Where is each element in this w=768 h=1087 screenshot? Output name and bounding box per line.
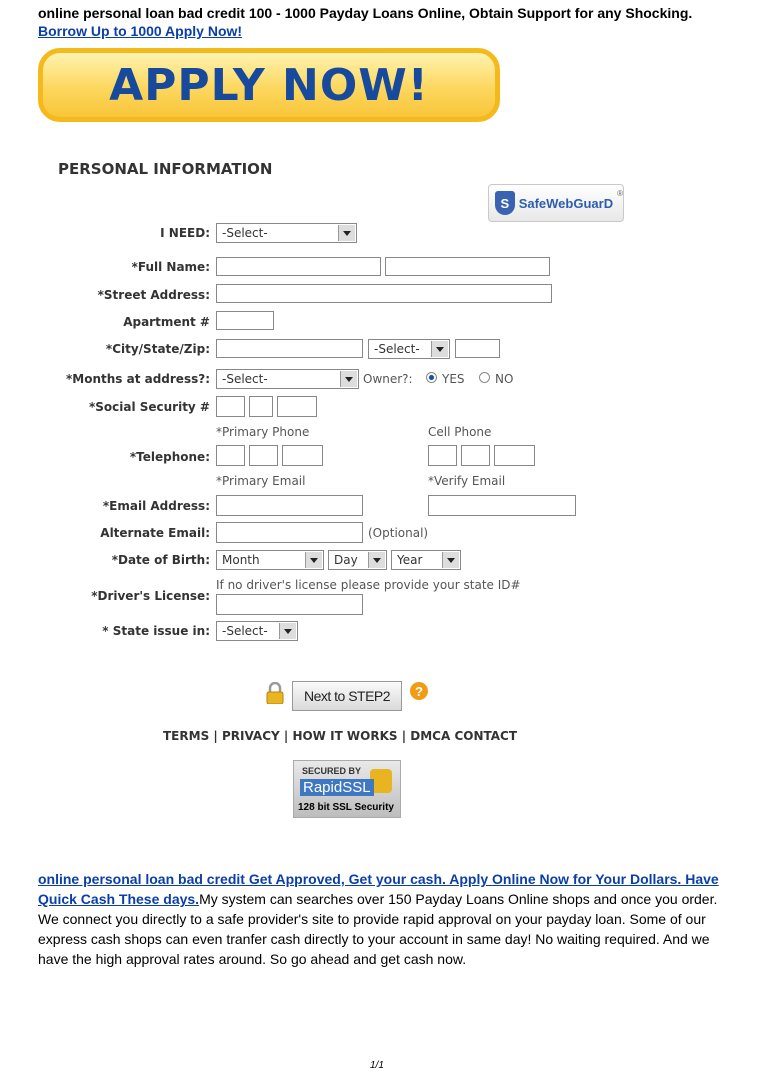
section-title: PERSONAL INFORMATION (58, 160, 273, 178)
chevron-down-icon (340, 371, 357, 387)
chevron-down-icon (279, 623, 296, 639)
body-text: My system can searches over 150 Payday Loans Online shops and once you order. We connect you directly to a safe provider's site to provide rapid approval on your payday loan. Some of our express cash shops can even tranfer cash directly to your account in same day! No waiting required. And we have the high approval rates around. So go ahead and get cash now. (38, 891, 718, 967)
license-input[interactable] (216, 594, 363, 615)
primary-phone-hint: *Primary Phone (216, 425, 310, 439)
zip-input[interactable] (455, 339, 500, 358)
fullname-label: *Full Name: (131, 260, 210, 274)
cell-line-input[interactable] (494, 445, 535, 466)
chevron-down-icon (431, 341, 448, 357)
footer-links[interactable]: TERMS | PRIVACY | HOW IT WORKS | DMCA CONTACT (163, 729, 518, 743)
shield-icon: S (495, 191, 515, 215)
dob-day-select[interactable]: Day (328, 550, 387, 570)
state-issue-select[interactable]: -Select- (216, 621, 298, 641)
safewebguard-badge (488, 184, 624, 222)
page-number: 1/1 (370, 1060, 384, 1071)
last-name-input[interactable] (385, 257, 550, 276)
rapidssl-seal (293, 760, 401, 818)
document-title: online personal loan bad credit 100 - 1000 Payday Loans Online, Obtain Support for any Shocking. (38, 5, 693, 21)
phone-line-input[interactable] (282, 445, 323, 466)
owner-no-radio[interactable] (479, 372, 490, 383)
ssl-brand: RapidSSL (300, 779, 374, 796)
verify-email-hint: *Verify Email (428, 474, 506, 488)
alt-email-input[interactable] (216, 522, 363, 543)
primary-email-hint: *Primary Email (216, 474, 306, 488)
need-label: I NEED: (160, 226, 210, 240)
owner-label: Owner?: (363, 372, 413, 386)
owner-no-label: NO (495, 372, 514, 386)
months-select[interactable]: -Select- (216, 369, 359, 389)
cell-phone-hint: Cell Phone (428, 425, 492, 439)
first-name-input[interactable] (216, 257, 381, 276)
telephone-label: *Telephone: (129, 450, 210, 464)
apply-now-banner[interactable] (38, 48, 500, 122)
optional-hint: (Optional) (368, 526, 429, 540)
apartment-input[interactable] (216, 311, 274, 330)
apartment-label: Apartment # (123, 315, 210, 329)
borrow-link[interactable]: Borrow Up to 1000 Apply Now! (38, 23, 243, 39)
street-input[interactable] (216, 284, 552, 303)
dob-label: *Date of Birth: (111, 553, 210, 567)
license-hint: If no driver's license please provide your state ID# (216, 578, 521, 592)
ssl-secured-by: SECURED BY (302, 766, 362, 776)
lock-icon (265, 682, 285, 704)
ssn-part2-input[interactable] (249, 396, 273, 417)
state-select[interactable]: -Select- (368, 339, 450, 359)
help-icon[interactable]: ? (410, 682, 428, 700)
dob-year-select[interactable]: Year (391, 550, 461, 570)
phone-area-input[interactable] (216, 445, 245, 466)
city-input[interactable] (216, 339, 363, 358)
cell-area-input[interactable] (428, 445, 457, 466)
apply-now-label: APPLY NOW! (109, 59, 429, 111)
license-label: *Driver's License: (91, 589, 210, 603)
dob-month-select[interactable]: Month (216, 550, 324, 570)
ssn-label: *Social Security # (88, 400, 210, 414)
phone-prefix-input[interactable] (249, 445, 278, 466)
owner-yes-radio[interactable] (426, 372, 437, 383)
need-select[interactable]: -Select- (216, 223, 357, 243)
months-label: *Months at address?: (66, 372, 210, 386)
state-issue-label: * State issue in: (102, 624, 210, 638)
chevron-down-icon (338, 225, 355, 241)
email-label: *Email Address: (102, 499, 210, 513)
chevron-down-icon (442, 552, 459, 568)
badge-text: SafeWebGuarD (518, 195, 614, 211)
street-label: *Street Address: (97, 288, 210, 302)
alt-email-label: Alternate Email: (100, 526, 210, 540)
verify-email-input[interactable] (428, 495, 576, 516)
ssn-part1-input[interactable] (216, 396, 245, 417)
ssl-strength: 128 bit SSL Security (298, 802, 394, 813)
chevron-down-icon (305, 552, 322, 568)
chevron-down-icon (368, 552, 385, 568)
next-step-button[interactable]: Next to STEP2 (292, 681, 402, 711)
owner-yes-label: YES (442, 372, 465, 386)
body-link[interactable]: online personal loan bad credit Get Approved, Get your cash. Apply Online Now for Your Dollars. Have Quick Cash These days. (38, 871, 719, 907)
body-paragraph (38, 869, 738, 969)
city-label: *City/State/Zip: (105, 342, 210, 356)
registered-mark: ® (617, 189, 623, 198)
ssn-part3-input[interactable] (277, 396, 317, 417)
cell-prefix-input[interactable] (461, 445, 490, 466)
email-input[interactable] (216, 495, 363, 516)
